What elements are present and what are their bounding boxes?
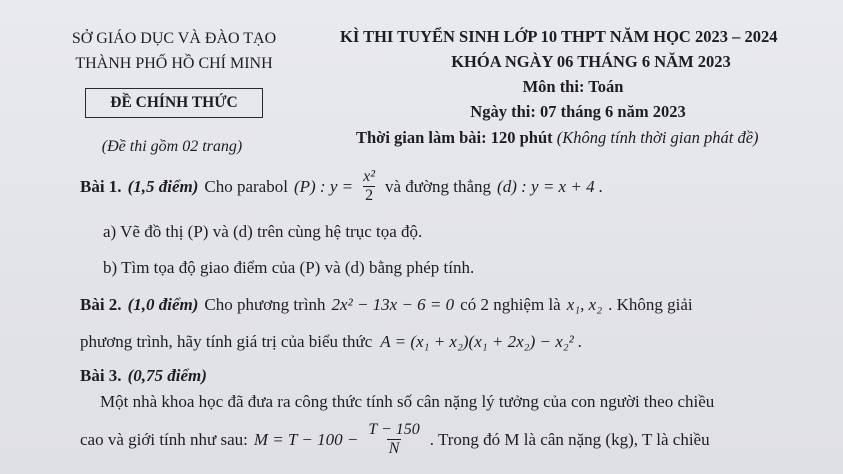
duration-line [356, 128, 759, 148]
official-label: ĐỀ CHÍNH THỨC [110, 94, 238, 111]
duration-note: (Không tính thời gian phát đề) [556, 128, 759, 147]
parabol-fraction [361, 168, 377, 205]
line-equation: (d) : y = x + 4 . [497, 176, 604, 196]
bai3-formula-fraction [366, 421, 421, 458]
duration: Thời gian làm bài: 120 phút [356, 128, 553, 147]
department-name: SỞ GIÁO DỤC VÀ ĐÀO TẠO [71, 30, 277, 47]
bai1-and: và đường thẳng [385, 176, 492, 196]
bai3-label: Bài 3. [80, 366, 122, 385]
bai3-formula-numerator: T − 150 [368, 421, 420, 438]
bai1-points: (1,5 điểm) [127, 176, 199, 196]
official-label-box [85, 88, 263, 118]
bai3-formula-left: M = T − 100 − [253, 429, 359, 449]
exam-title: KÌ THI TUYỂN SINH LỚP 10 THPT NĂM HỌC 2023 – 2024 [340, 27, 778, 46]
bai2-points: (1,0 điểm) [127, 295, 199, 314]
bai3-line2 [80, 421, 710, 458]
bai3-formula-denominator: N [388, 440, 400, 457]
bai3-points: (0,75 điểm) [127, 366, 207, 385]
bai2-equation: 2x² − 13x − 6 = 0 [331, 295, 455, 314]
bai3-line1: Một nhà khoa học đã đưa ra công thức tính số cân nặng lý tưởng của con người theo chiều [100, 392, 715, 411]
bai1-label: Bài 1. [80, 176, 122, 196]
city-name: THÀNH PHỐ HỒ CHÍ MINH [75, 55, 273, 72]
bai2-text3: . Không giải [608, 295, 693, 314]
bai2-roots: x₁, x₂ [566, 295, 603, 314]
bai2-line2-text: phương trình, hãy tính giá trị của biểu thức [80, 332, 373, 351]
bai2-line2 [80, 332, 582, 352]
bai3-line2-post: . Trong đó M là cân nặng (kg), T là chiều [429, 429, 710, 449]
bai2-line1 [80, 295, 693, 315]
bai3-heading [80, 366, 207, 386]
bai1-part-b: b) Tìm tọa độ giao điểm của (P) và (d) bằng phép tính. [103, 258, 475, 277]
bai1-intro: Cho parabol [204, 176, 288, 196]
parabol-denominator: 2 [365, 187, 374, 204]
bai2-label: Bài 2. [80, 295, 122, 314]
bai3-line2-pre: cao và giới tính như sau: [80, 429, 248, 449]
parabol-name: (P) : y = [293, 176, 354, 196]
exam-date: Ngày thi: 07 tháng 6 năm 2023 [470, 102, 686, 121]
bai2-text2: có 2 nghiệm là [460, 295, 561, 314]
pages-note: (Đề thi gồm 02 trang) [101, 138, 243, 155]
subject: Môn thi: Toán [522, 77, 624, 96]
bai2-expression: A = (x₁ + x₂)(x₁ + 2x₂) − x₂² . [380, 332, 583, 351]
bai1-line [80, 168, 603, 205]
parabol-numerator: x² [363, 168, 376, 185]
bai1-part-a: a) Vẽ đồ thị (P) và (d) trên cùng hệ trục tọa độ. [103, 222, 423, 241]
bai2-text1: Cho phương trình [204, 295, 326, 314]
exam-session: KHÓA NGÀY 06 THÁNG 6 NĂM 2023 [451, 52, 731, 71]
